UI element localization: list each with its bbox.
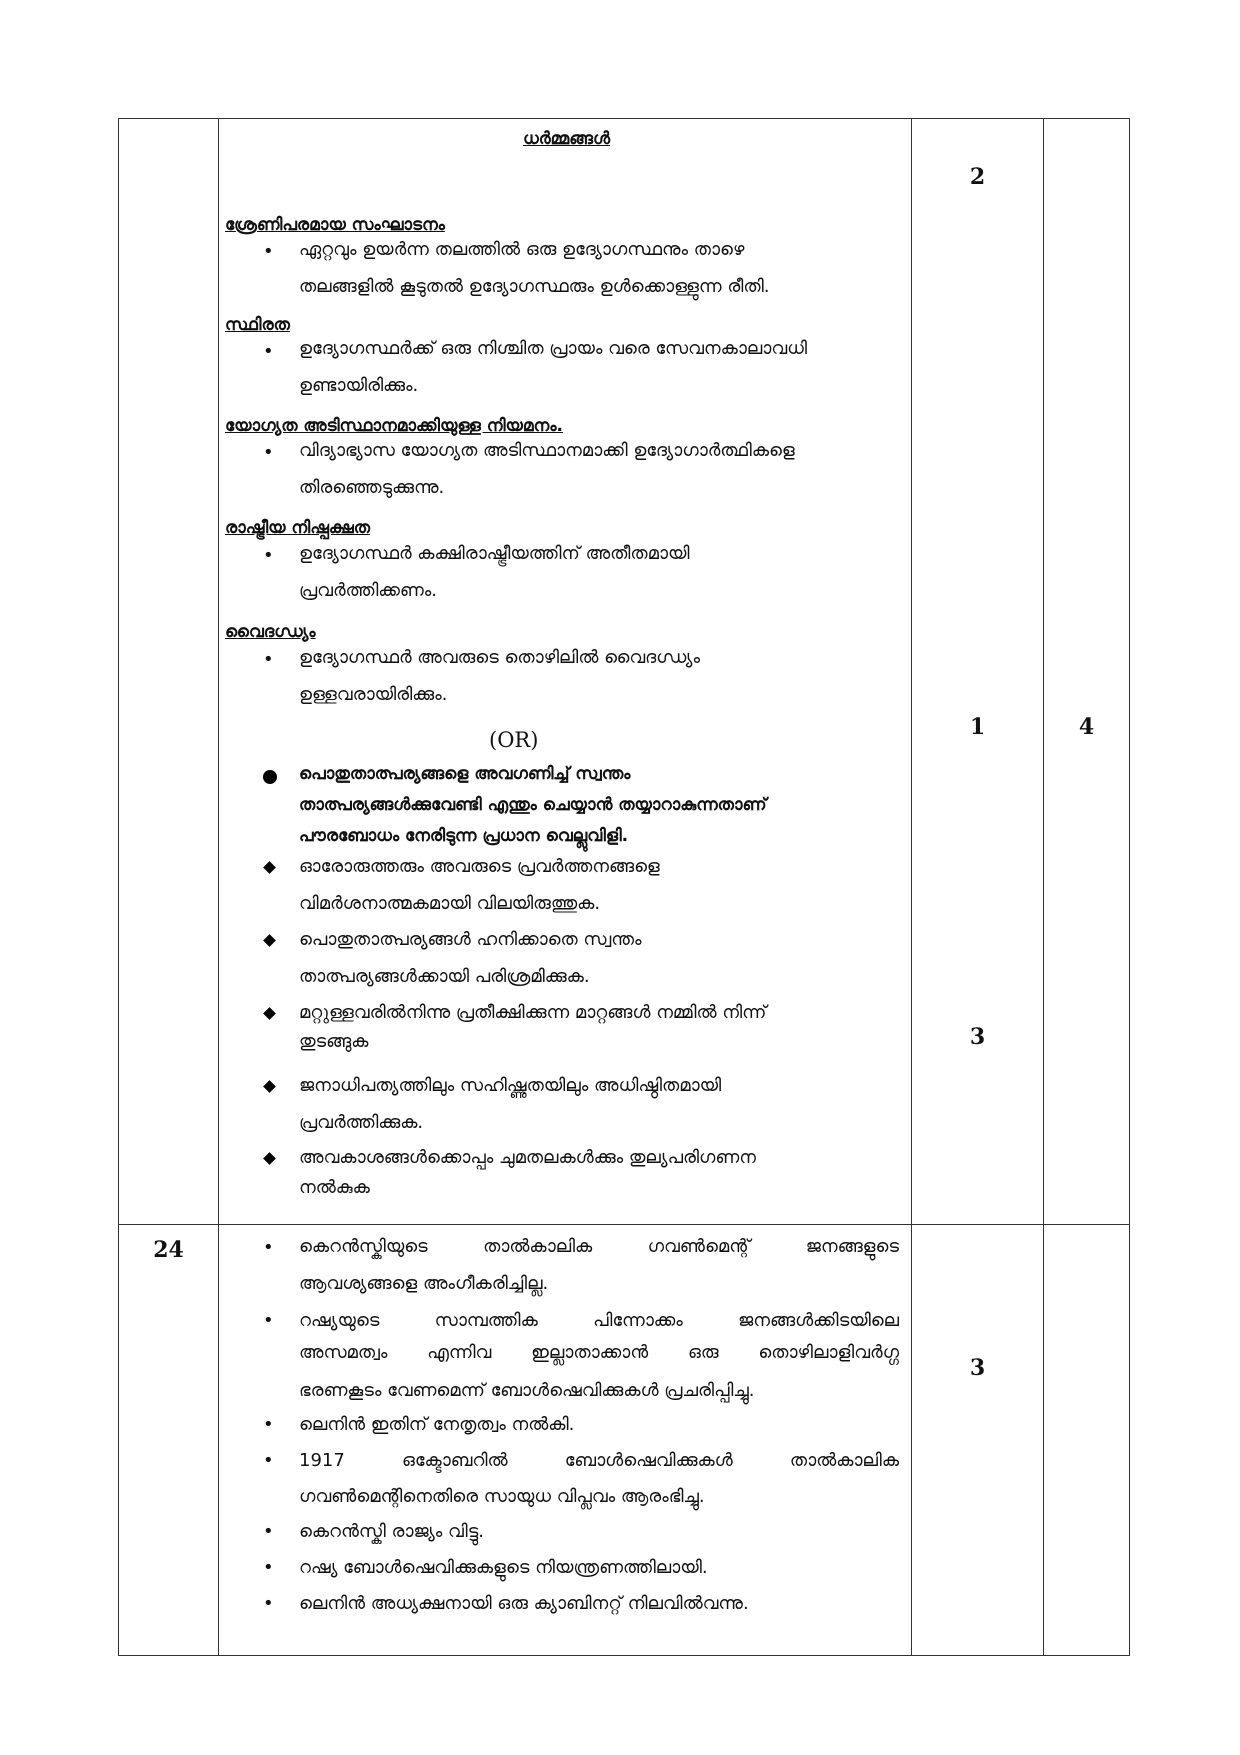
question-number: 24 (119, 1225, 219, 1656)
diamond-bullet-icon (263, 1080, 276, 1093)
diamond-bullet-icon (263, 1152, 276, 1165)
section-heading: വൈദഗ്ധ്യം (225, 622, 316, 642)
bullet-icon: • (263, 545, 274, 566)
total-cell (1044, 119, 1130, 1225)
mark-value: 2 (969, 164, 986, 190)
bullet-icon: • (263, 649, 274, 670)
answer-line: നൽകുക (299, 1177, 370, 1198)
answer-cell (219, 1225, 912, 1656)
total-cell (1044, 1225, 1130, 1656)
answer-line: ഉദ്യോഗസ്ഥർ അവരുടെ തൊഴിലിൽ വൈദഗ്ധ്യം (299, 647, 700, 668)
answer-line: കെറൻസ്കി രാജ്യം വിട്ടു. (299, 1521, 484, 1542)
section-title: ധർമ്മങ്ങൾ (523, 129, 611, 149)
or-label: (OR) (489, 728, 539, 752)
answer-line: അസമത്വം എന്നിവ ഇല്ലാതാക്കാൻ ഒരു തൊഴിലാളിവർഗ്ഗ (299, 1342, 899, 1363)
answer-line: ഉദ്യോഗസ്ഥർ കക്ഷിരാഷ്ട്രീയത്തിന് അതീതമായി (299, 543, 690, 564)
answer-line: താത്പര്യങ്ങൾക്കായി പരിശ്രമിക്കുക. (299, 966, 590, 987)
section-heading: രാഷ്ട്രീയ നിഷ്പക്ഷത (225, 518, 370, 538)
answer-line: ഉള്ളവരായിരിക്കും. (299, 684, 448, 705)
diamond-bullet-icon (263, 934, 276, 947)
answer-line: ഏറ്റവും ഉയർന്ന തലത്തിൽ ഒരു ഉദ്യോഗസ്ഥനും താഴെ (299, 239, 745, 260)
mark-value: 3 (969, 1024, 986, 1050)
mark-value: 1 (969, 714, 986, 740)
bullet-icon: • (263, 341, 274, 362)
mark-value: 3 (969, 1355, 986, 1381)
answer-line: മറ്റുള്ളവരിൽനിന്നു പ്രതീക്ഷിക്കുന്ന മാറ്റങ്ങൾ നമ്മിൽ നിന്ന് (299, 1002, 767, 1023)
answer-line: പ്രവർത്തിക്കണം. (299, 580, 437, 601)
answer-line: അവകാശങ്ങൾക്കൊപ്പം ചുമതലകൾക്കും തുല്യപരിഗണന (299, 1147, 756, 1168)
answer-line: ഉദ്യോഗസ്ഥർക്ക് ഒരു നിശ്ചിത പ്രായം വരെ സേവനകാലാവധി (299, 338, 808, 359)
answer-line: പ്രവർത്തിക്കുക. (299, 1112, 424, 1133)
answer-table (118, 118, 1130, 1656)
bullet-icon: • (263, 1521, 274, 1542)
diamond-bullet-icon (263, 861, 276, 874)
filled-circle-bullet-icon (263, 770, 277, 784)
answer-line: ഗവൺമെന്റിനെതിരെ സായുധ വിപ്ലവം ആരംഭിച്ചു. (299, 1486, 705, 1507)
answer-line: 1917 ഒക്ടോബറിൽ ബോൾഷെവിക്കുകൾ താൽകാലിക (299, 1450, 899, 1471)
bullet-icon: • (263, 1557, 274, 1578)
bullet-icon: • (263, 1237, 274, 1258)
answer-line: ആവശ്യങ്ങളെ അംഗീകരിച്ചില്ല. (299, 1273, 549, 1294)
answer-line: തിരഞ്ഞെടുക്കുന്നു. (299, 477, 445, 498)
table-row (119, 119, 1130, 1225)
marks-cell (912, 1225, 1044, 1656)
answer-line: റഷ്യ ബോൾഷെവിക്കുകളുടെ നിയന്ത്രണത്തിലായി. (299, 1557, 708, 1578)
bullet-icon: • (263, 1414, 274, 1435)
answer-line: ലെനിൻ അധ്യക്ഷനായി ഒരു ക്യാബിനറ്റ് നിലവിൽവന്നു. (299, 1593, 749, 1614)
total-value: 4 (1078, 714, 1095, 740)
answer-line: തുടങ്ങുക (299, 1031, 369, 1052)
section-heading: യോഗ്യത അടിസ്ഥാനമാക്കിയുള്ള നിയമനം. (225, 416, 563, 436)
answer-line: കെറൻസ്കിയുടെ താൽകാലിക ഗവൺമെന്റ് ജനങ്ങളുടെ (299, 1236, 899, 1257)
answer-line: ലെനിൻ ഇതിന് നേതൃത്വം നൽകി. (299, 1414, 575, 1435)
bullet-icon: • (263, 1450, 274, 1471)
table-row (119, 1225, 1130, 1656)
answer-key-sheet (118, 118, 1129, 1656)
challenge-text: പൊതുതാത്പര്യങ്ങളെ അവഗണിച്ച് സ്വന്തം താത്പര്യങ്ങൾക്കുവേണ്ടി എന്തും ചെയ്യാൻ തയ്യാറാകുന്നതാണ് പൗരബോധം നേരിടുന്ന പ്രധാന വെല്ലുവിളി. (299, 764, 767, 846)
answer-line: ഭരണകൂടം വേണമെന്ന് ബോൾഷെവിക്കുകൾ പ്രചരിപ്പിച്ചു. (299, 1380, 755, 1401)
answer-line: വിമർശനാത്മകമായി വിലയിരുത്തുക. (299, 893, 601, 914)
answer-line: പൊതുതാത്പര്യങ്ങൾ ഹനിക്കാതെ സ്വന്തം (299, 929, 642, 950)
bullet-icon: • (263, 442, 274, 463)
marks-cell (912, 119, 1044, 1225)
answer-line: വിദ്യാഭ്യാസ യോഗ്യത അടിസ്ഥാനമാക്കി ഉദ്യോഗാർത്ഥികളെ (299, 440, 795, 461)
bullet-icon: • (263, 1593, 274, 1614)
diamond-bullet-icon (263, 1007, 276, 1020)
bullet-icon: • (263, 1310, 274, 1331)
bullet-icon: • (263, 241, 274, 262)
answer-line: തലങ്ങളിൽ കൂടുതൽ ഉദ്യോഗസ്ഥരും ഉൾക്കൊള്ളുന്ന രീതി. (299, 276, 770, 297)
answer-line: ഉണ്ടായിരിക്കും. (299, 375, 419, 396)
section-heading: സ്ഥിരത (225, 315, 290, 335)
answer-cell (219, 119, 912, 1225)
section-heading: ശ്രേണിപരമായ സംഘാടനം (225, 215, 445, 235)
answer-line: റഷ്യയുടെ സാമ്പത്തിക പിന്നോക്കം ജനങ്ങൾക്കിടയിലെ (299, 1310, 899, 1331)
question-number-cell (119, 119, 219, 1225)
answer-line: ഓരോരുത്തരും അവരുടെ പ്രവർത്തനങ്ങളെ (299, 856, 660, 877)
answer-line: ജനാധിപത്യത്തിലും സഹിഷ്ണുതയിലും അധിഷ്ഠിതമായി (299, 1075, 722, 1096)
